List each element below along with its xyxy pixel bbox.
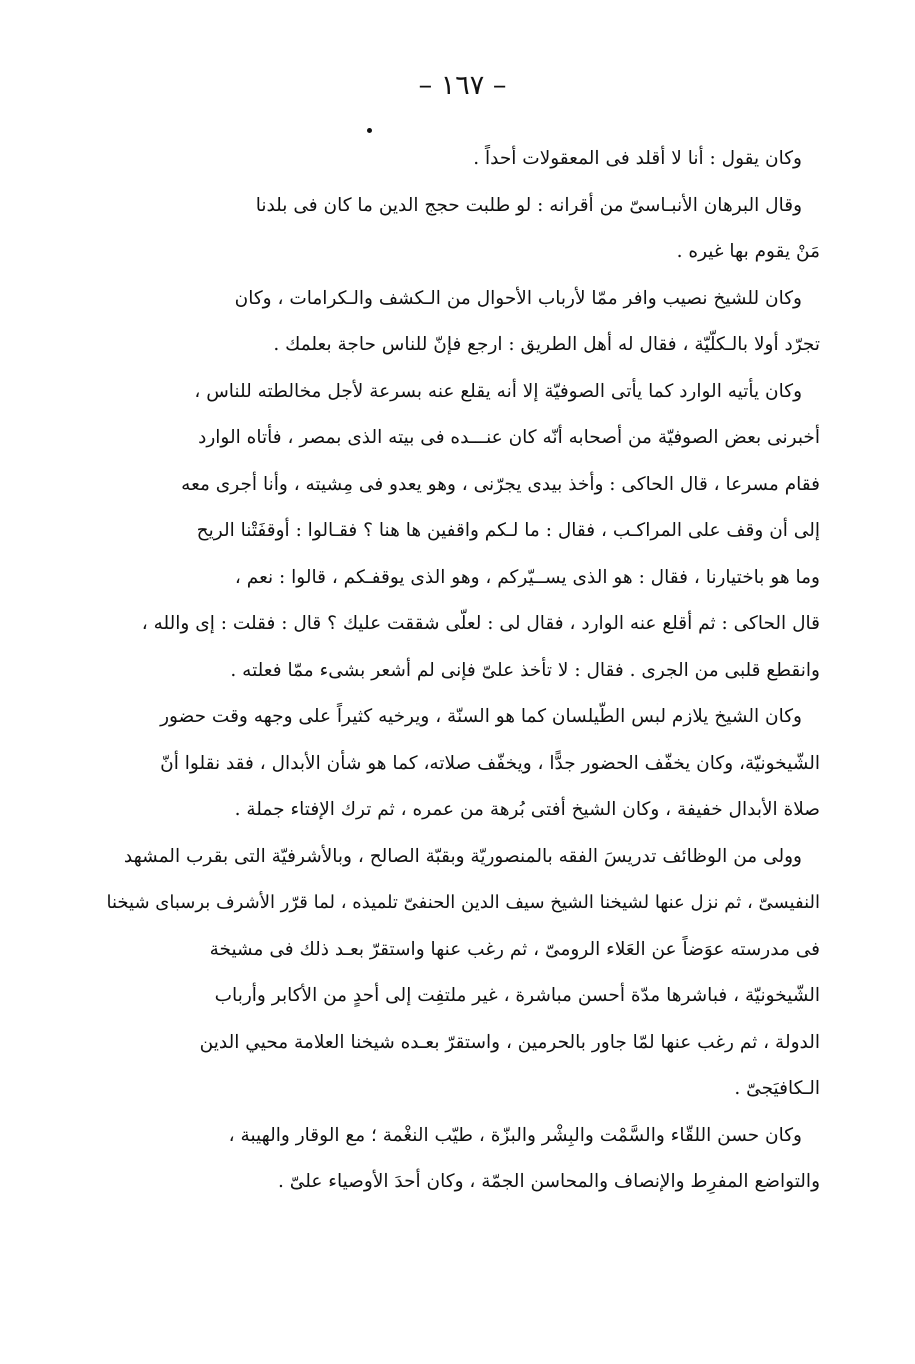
text-line: الشّيخونيّة ، فباشرها مدّة أحسن مباشرة ، غير ملتفِت إلى أحدٍ من الأكابر وأرباب (214, 985, 820, 1006)
text-line: قال الحاكى : ثم أقلع عنه الوارد ، فقال لى : لعلّى شققت عليك ؟ قال : فقلت : إى والله ، (141, 613, 820, 634)
text-line: مَنْ يقوم بها غيره . (676, 241, 820, 262)
ink-dot-mark (367, 128, 372, 133)
text-line: إلى أن وقف على المراكـب ، فقال : ما لـكم واقفين ها هنا ؟ فقـالوا : أوقفَتْنا الريح (196, 520, 820, 541)
paragraph-3 (105, 276, 820, 369)
text-line: أخبرنى بعض الصوفيّة من أصحابه أنّه كان عنـــده فى بيته الذى بمصر ، فأتاه الوارد (198, 427, 820, 448)
paragraph-2 (105, 183, 820, 276)
text-line: النفيسىّ ، ثم نزل عنها لشيخنا الشيخ سيف الدين الحنفىّ تلميذه ، لما قرّر الأشرف برسباى شيخنا (106, 892, 820, 913)
paragraph-7 (105, 1113, 820, 1206)
paragraph-6 (105, 834, 820, 1113)
paragraph-4 (105, 369, 820, 695)
text-line: وكان حسن اللقّاء والسَّمْت والبِشْر والبزّة ، طيّب النغْمة ؛ مع الوقار والهيبة ، (228, 1124, 802, 1146)
text-line: فقام مسرعا ، قال الحاكى : وأخذ بيدى يجرّنى ، وهو يعدو فى مِشيته ، وأنا أجرى معه (181, 473, 820, 495)
text-line: وولى من الوظائف تدريسَ الفقه بالمنصوريّة وبقبّة الصالح ، وبالأشرفيّة التى بقرب المشهد (123, 845, 802, 867)
text-line: وما هو باختيارنا ، فقال : هو الذى يســيّركم ، وهو الذى يوقفـكم ، قالوا : نعم ، (234, 566, 820, 588)
text-line: الدولة ، ثم رغب عنها لمّا جاور بالحرمين ، واستقرّ بعـده شيخنا العلامة محيي الدين (199, 1031, 820, 1053)
paragraph-5 (105, 694, 820, 834)
text-line: وكان الشيخ يلازم لبس الطّيلسان كما هو السنّة ، ويرخيه كثيراً على وجهه وقت حضور (160, 706, 802, 727)
page-number: – ١٦٧ – (418, 70, 507, 101)
paragraph-1 (105, 136, 820, 183)
text-line: وكان يأتيه الوارد كما يأتى الصوفيّة إلا أنه يقلع عنه بسرعة لأجل مخالطته للناس ، (194, 380, 802, 402)
text-line: وانقطع قلبى من الجرى . فقال : لا تأخذ علىّ فإنى لم أشعر بشىء ممّا فعلته . (230, 659, 820, 681)
text-line: الـكافيَجىّ . (734, 1078, 820, 1099)
text-line: وكان يقول : أنا لا أقلد فى المعقولات أحداً . (473, 148, 802, 169)
text-line: تجرّد أولا بالـكلّيّة ، فقال له أهل الطريق : ارجع فإنّ للناس حاجة بعلمك . (273, 334, 820, 355)
text-line: صلاة الأبدال خفيفة ، وكان الشيخ أفتى بُرهة من عمره ، ثم ترك الإفتاء جملة . (234, 799, 820, 820)
text-line: الشّيخونيّة، وكان يخفّف الحضور جدًّا ، ويخفّف صلاته، كما هو شأن الأبدال ، فقد نقلوا أنّ (160, 752, 820, 774)
text-line: فى مدرسته عوَضاً عن العَلاء الرومىّ ، ثم رغب عنها واستقرّ بعـد ذلك فى مشيخة (209, 938, 820, 960)
text-line: وكان للشيخ نصيب وافر ممّا لأرباب الأحوال من الـكشف والـكرامات ، وكان (234, 287, 802, 309)
body-text (105, 136, 820, 1206)
text-line: وقال البرهان الأنبـاسىّ من أقرانه : لو طلبت حجج الدين ما كان فى بلدنا (255, 194, 802, 216)
text-line: والتواضع المفرِط والإنصاف والمحاسن الجمّة ، وكان أحدَ الأوصياء علىّ . (278, 1171, 820, 1192)
